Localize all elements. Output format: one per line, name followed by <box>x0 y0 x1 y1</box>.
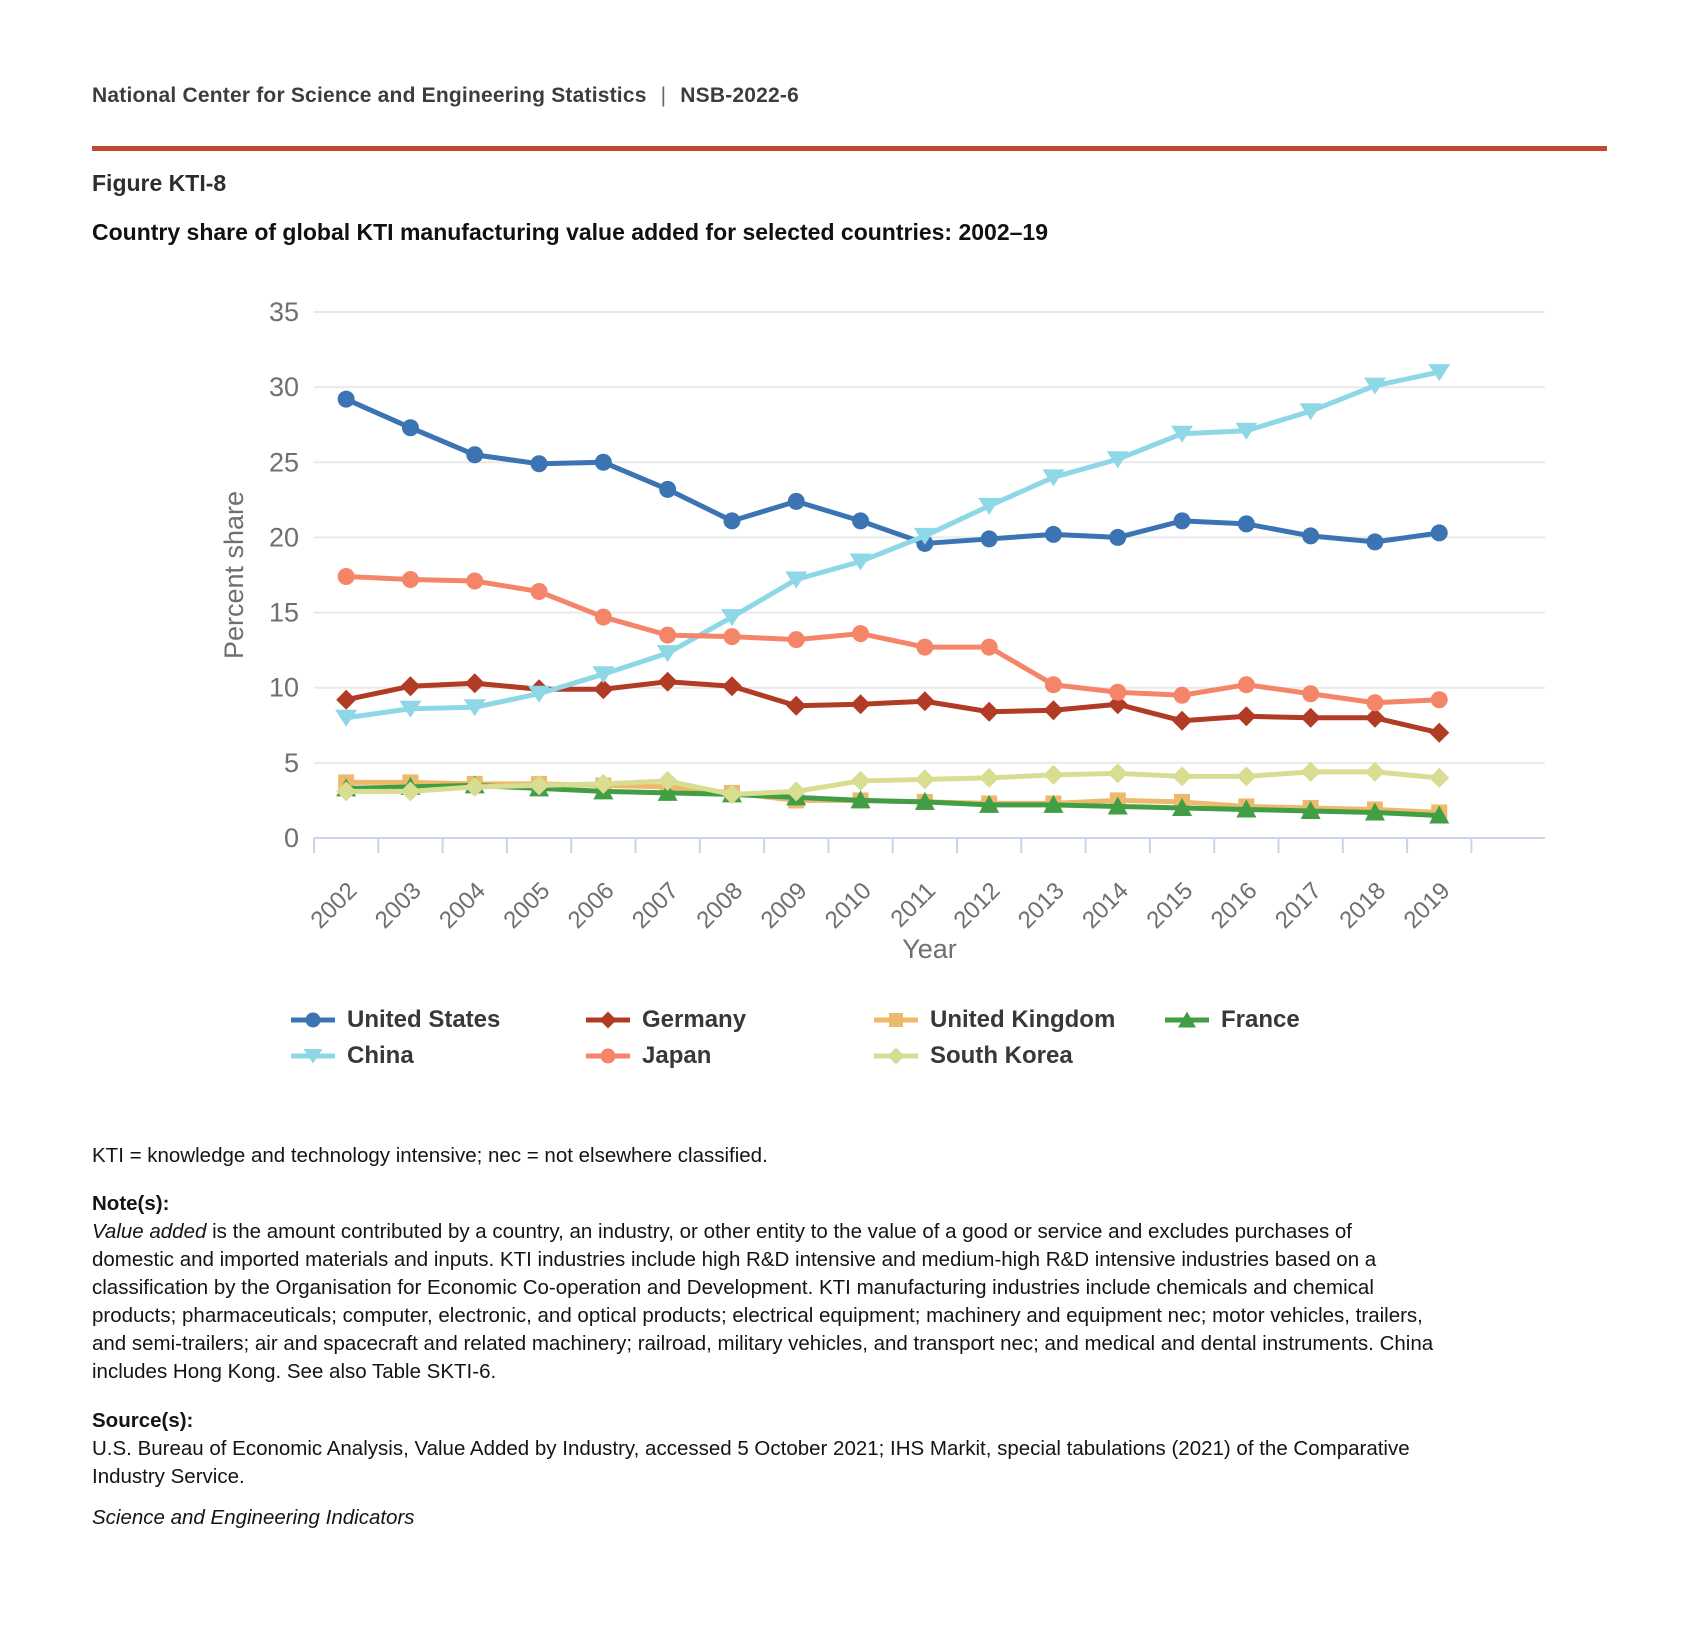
x-axis-labels <box>306 877 1456 934</box>
svg-text:2015: 2015 <box>1141 877 1199 934</box>
svg-text:2019: 2019 <box>1398 877 1456 934</box>
sources-heading: Source(s): <box>92 1409 194 1432</box>
chart <box>0 270 1699 970</box>
note-line-5: and semi-trailers; air and spacecraft and related machinery; railroad, military vehicles, and transport nec; and medical and dental instruments. China <box>92 1332 1434 1355</box>
svg-text:2017: 2017 <box>1270 877 1327 934</box>
x-axis-title: Year <box>902 934 957 964</box>
legend-item-united-states[interactable] <box>290 1004 500 1036</box>
y-axis-title: Percent share <box>219 490 249 660</box>
note-line-3: classification by the Organisation for Economic Co-operation and Development. KTI manufacturing industries include chemicals and chemical <box>92 1276 1374 1299</box>
figure-title: Country share of global KTI manufacturing value added for selected countries: 2002–19 <box>92 219 1049 245</box>
header-rule <box>92 146 1607 151</box>
svg-text:2003: 2003 <box>369 877 427 934</box>
legend-label: China <box>347 1042 414 1069</box>
source-line-2: Industry Service. <box>92 1465 245 1488</box>
svg-text:2014: 2014 <box>1077 877 1134 934</box>
svg-text:10: 10 <box>268 672 299 703</box>
legend-label: United States <box>347 1006 501 1033</box>
china-marker-icon <box>290 1043 336 1069</box>
agency-name: National Center for Science and Engineering Statistics <box>92 84 647 107</box>
svg-text:2008: 2008 <box>691 877 749 934</box>
svg-text:2005: 2005 <box>498 877 556 934</box>
note-line-4: products; pharmaceuticals; computer, electronic, and optical products; electrical equipment; machinery and equipment nec; motor vehicles, trailers, <box>92 1304 1423 1327</box>
japan-marker-icon <box>585 1043 631 1069</box>
svg-text:5: 5 <box>283 747 299 778</box>
svg-text:15: 15 <box>268 597 299 628</box>
svg-text:2009: 2009 <box>755 877 813 934</box>
svg-text:2010: 2010 <box>819 877 877 934</box>
note-line-6: includes Hong Kong. See also Table SKTI-6. <box>92 1360 497 1383</box>
united-kingdom-marker-icon <box>873 1007 919 1033</box>
svg-text:0: 0 <box>283 823 299 853</box>
svg-text:30: 30 <box>268 372 299 403</box>
legend-label: Japan <box>642 1042 712 1069</box>
y-axis-labels <box>269 297 299 853</box>
chart-svg <box>0 270 1699 970</box>
legend-item-japan[interactable] <box>585 1040 711 1072</box>
legend-item-france[interactable] <box>1164 1004 1300 1036</box>
series-china[interactable] <box>335 364 1450 727</box>
svg-text:2004: 2004 <box>434 877 491 934</box>
svg-text:2006: 2006 <box>562 877 620 934</box>
note-line-1: Value added is the amount contributed by a country, an industry, or other entity to the value of a good or service and excludes purchases of <box>92 1220 1352 1243</box>
svg-text:2016: 2016 <box>1205 877 1263 934</box>
notes-text <box>92 1218 1433 1386</box>
series-united-states[interactable] <box>338 391 1448 552</box>
legend-item-united-kingdom[interactable] <box>873 1004 1115 1036</box>
legend-item-germany[interactable] <box>585 1004 746 1036</box>
svg-text:2013: 2013 <box>1012 877 1070 934</box>
svg-text:20: 20 <box>268 522 299 553</box>
abbreviation-note: KTI = knowledge and technology intensive; nec = not elsewhere classified. <box>92 1144 768 1167</box>
note-line-2: domestic and imported materials and inputs. KTI industries include high R&D intensive and medium-high R&D intensive industries based on a <box>92 1248 1377 1271</box>
svg-text:2011: 2011 <box>885 877 942 933</box>
france-marker-icon <box>1164 1007 1210 1033</box>
figure-label: Figure KTI-8 <box>92 170 227 196</box>
south-korea-marker-icon <box>873 1043 919 1069</box>
notes-heading: Note(s): <box>92 1192 170 1215</box>
legend-label: South Korea <box>930 1042 1073 1069</box>
svg-text:35: 35 <box>268 297 299 327</box>
legend-item-south-korea[interactable] <box>873 1040 1073 1072</box>
x-axis <box>314 838 1545 853</box>
legend-label: Germany <box>642 1006 747 1033</box>
united-states-marker-icon <box>290 1007 336 1033</box>
svg-text:2002: 2002 <box>305 877 363 934</box>
header-separator: | <box>660 84 667 107</box>
series-japan[interactable] <box>338 568 1448 711</box>
legend-label: France <box>1221 1006 1300 1033</box>
legend-label: United Kingdom <box>930 1006 1116 1033</box>
source-line-1: U.S. Bureau of Economic Analysis, Value Added by Industry, accessed 5 October 2021; IHS Markit, special tabulations (2021) of the Comparative <box>92 1437 1410 1460</box>
legend-item-china[interactable] <box>290 1040 414 1072</box>
svg-text:2007: 2007 <box>627 877 684 934</box>
series-germany[interactable] <box>336 672 1449 743</box>
report-id: NSB-2022-6 <box>680 84 799 107</box>
svg-text:25: 25 <box>268 447 299 478</box>
note-italic-lead: Value added <box>92 1220 207 1243</box>
svg-text:2018: 2018 <box>1334 877 1392 934</box>
sources-text <box>92 1435 1410 1491</box>
report-header <box>92 84 799 108</box>
svg-text:2012: 2012 <box>948 877 1006 934</box>
credit-line: Science and Engineering Indicators <box>92 1506 415 1529</box>
germany-marker-icon <box>585 1007 631 1033</box>
